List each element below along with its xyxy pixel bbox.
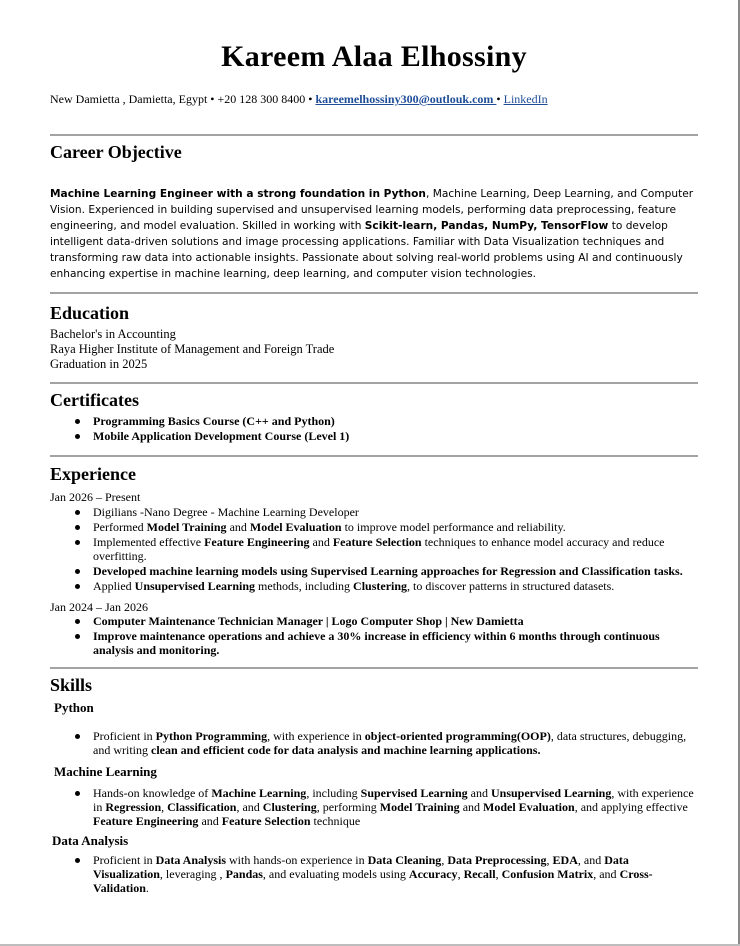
python-skill-list — [50, 729, 698, 758]
career-objective-text — [50, 186, 698, 282]
candidate-name: Kareem Alaa Elhossiny — [221, 40, 527, 73]
skill-category-machine-learning: Machine Learning — [54, 764, 157, 779]
job-1-bullet-2: Performed Model Training and Model Evaluation to improve model performance and reliability. — [50, 520, 698, 534]
section-title-certificates: Certificates — [50, 390, 139, 410]
divider — [50, 382, 698, 384]
divider — [50, 455, 698, 457]
education-degree: Bachelor's in Accounting — [50, 327, 176, 341]
skill-category-data-analysis: Data Analysis — [52, 833, 129, 848]
da-skill-item: Proficient in Data Analysis with hands-on experience in Data Cleaning, Data Preprocessing, EDA, and Data Visualization, leveraging , Pandas, and evaluating models using Accuracy, Recall, Confusion Matrix, and Cross-Validation. — [50, 853, 698, 895]
education-graduation: Graduation in 2025 — [50, 357, 148, 371]
contact-line — [50, 92, 698, 107]
objective-text-1: , Machine Learning, Deep Learning, and Computer Vision. Experienced in building supervised and unsupervised learning models, performing data preprocessing, feature engineering, and model evaluation. Skilled in working with — [50, 188, 694, 232]
job-2-bullet-2: Improve maintenance operations and achieve a 30% increase in efficiency within 6 months through continuous analysis and monitoring. — [50, 629, 698, 657]
certificate-item: Programming Basics Course (C++ and Python) — [50, 414, 698, 428]
divider — [50, 134, 698, 136]
objective-text-2: to develop intelligent data-driven solutions and image processing applications. Familiar with Data Visualization techniques and transforming raw data into actionable insights. Passionate about solving real-world problems using AI and continuously enhancing expertise in machine learning, deep learning, and computer vision technologies. — [50, 220, 683, 280]
python-skill-item: Proficient in Python Programming, with experience in object-oriented programming(OOP), data structures, debugging, and writing clean and efficient code for data analysis and machine learning applications. — [50, 729, 698, 757]
divider — [50, 292, 698, 294]
ml-skill-item: Hands-on knowledge of Machine Learning, including Supervised Learning and Unsupervised Learning, with experience in Regression, Classification, and Clustering, performing Model Training and Model Evaluation, and applying effective Feature Engineering and Feature Selection technique — [50, 786, 698, 828]
objective-bold-2: Scikit-learn, Pandas, NumPy, TensorFlow — [364, 220, 609, 232]
section-title-education: Education — [50, 303, 130, 323]
skill-category-python: Python — [54, 700, 94, 715]
da-skill-list — [50, 853, 698, 896]
job-2-date: Jan 2024 – Jan 2026 — [50, 600, 148, 614]
job-2-bullet-1: Computer Maintenance Technician Manager | Logo Computer Shop | New Damietta — [50, 614, 698, 628]
job-1-bullet-4: Developed machine learning models using Supervised Learning approaches for Regression and Classification tasks. — [50, 564, 698, 578]
section-title-career-objective: Career Objective — [50, 142, 182, 162]
email-link[interactable]: kareemelhossiny300@outlouk.com — [315, 92, 497, 106]
job-1-bullet-1: Digilians -Nano Degree - Machine Learning Developer — [50, 505, 698, 519]
linkedin-link[interactable]: LinkedIn — [503, 92, 548, 106]
divider — [50, 667, 698, 669]
education-institute: Raya Higher Institute of Management and Foreign Trade — [50, 342, 335, 356]
job-2-bullets — [50, 614, 698, 658]
contact-address-phone: New Damietta , Damietta, Egypt • +20 128 300 8400 • — [50, 92, 316, 106]
section-title-skills: Skills — [50, 675, 93, 695]
contact-separator: • — [496, 92, 504, 106]
job-1-bullet-3: Implemented effective Feature Engineering and Feature Selection techniques to enhance model accuracy and reduce overfitting. — [50, 535, 698, 563]
objective-bold-1: Machine Learning Engineer with a strong foundation in Python — [50, 188, 426, 200]
section-title-experience: Experience — [50, 464, 136, 484]
education-details — [50, 327, 334, 372]
job-1-bullet-5: Applied Unsupervised Learning methods, including Clustering, to discover patterns in structured datasets. — [50, 579, 698, 593]
job-1-bullets — [50, 505, 698, 594]
certificates-list — [50, 414, 698, 444]
certificate-item: Mobile Application Development Course (Level 1) — [50, 429, 698, 443]
job-1-date: Jan 2026 – Present — [50, 490, 141, 504]
ml-skill-list — [50, 786, 698, 829]
